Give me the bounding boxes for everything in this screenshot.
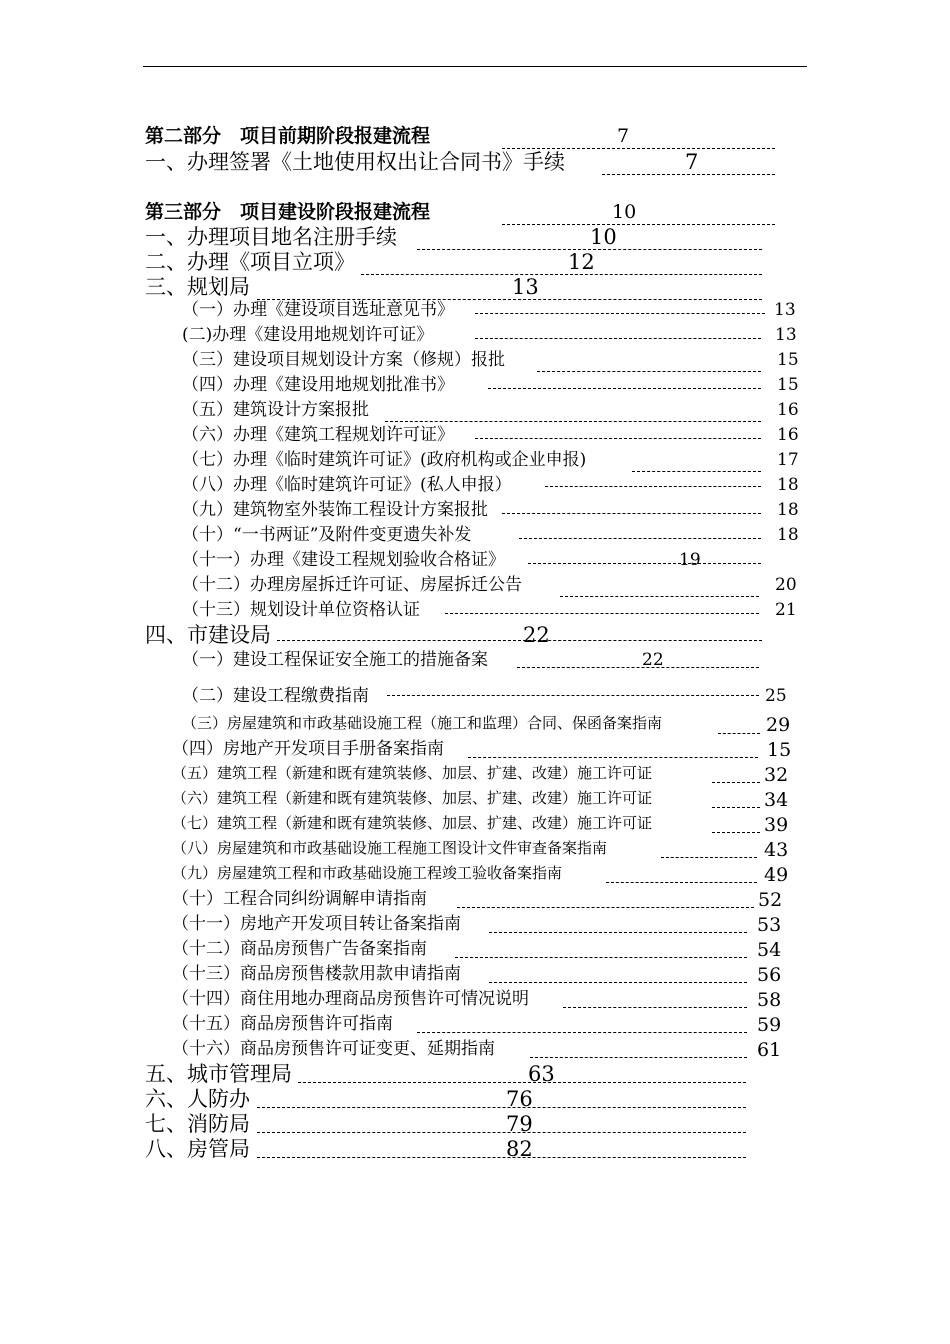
toc-leader-dots <box>502 148 775 149</box>
toc-entry[interactable] <box>182 402 832 426</box>
toc-entry-page: 7 <box>617 125 630 147</box>
toc-entry-title: （三）房屋建筑和市政基础设施工程（施工和监理）合同、保函备案指南 <box>182 714 663 732</box>
toc-entry-title: （一）建设工程保证安全施工的措施备案 <box>182 650 488 670</box>
toc-entry-page: 59 <box>757 1014 782 1036</box>
toc-leader-dots <box>475 313 765 314</box>
toc-leader-dots <box>560 596 759 597</box>
toc-entry[interactable] <box>172 941 832 965</box>
toc-leader-dots <box>361 274 762 275</box>
toc-entry-title: （四）房地产开发项目手册备案指南 <box>172 739 444 759</box>
toc-entry-page: 63 <box>528 1062 555 1086</box>
toc-entry-page: 39 <box>764 814 789 836</box>
toc-entry[interactable] <box>182 652 832 676</box>
toc-leader-dots <box>475 438 761 439</box>
toc-leader-dots <box>257 1157 746 1158</box>
toc-leader-dots <box>257 1132 746 1133</box>
toc-entry-page: 43 <box>764 839 789 861</box>
toc-entry[interactable] <box>172 816 832 840</box>
toc-leader-dots <box>468 757 758 758</box>
toc-entry[interactable] <box>145 152 785 178</box>
toc-entry[interactable] <box>145 1139 785 1165</box>
toc-leader-dots <box>417 1032 747 1033</box>
toc-leader-dots <box>537 371 761 372</box>
toc-entry-title: （五）建筑设计方案报批 <box>182 400 369 420</box>
toc-entry-page: 13 <box>775 325 797 345</box>
toc-entry-title: （七）建筑工程（新建和既有建筑装修、加层、扩建、改建）施工许可证 <box>172 814 653 832</box>
toc-entry-title: （五）建筑工程（新建和既有建筑装修、加层、扩建、改建）施工许可证 <box>172 764 653 782</box>
toc-entry-title: （九）建筑物室外装饰工程设计方案报批 <box>182 500 488 520</box>
toc-entry[interactable] <box>182 602 832 626</box>
toc-entry-page: 21 <box>775 600 797 620</box>
toc-entry-page: 58 <box>757 989 782 1011</box>
toc-entry-page: 61 <box>757 1039 782 1061</box>
toc-leader-dots <box>718 733 760 734</box>
toc-entry-title: （四）办理《建设用地规划批准书》 <box>182 375 454 395</box>
toc-entry-page: 16 <box>777 425 799 445</box>
toc-leader-dots <box>298 1082 746 1083</box>
toc-entry[interactable] <box>172 916 832 940</box>
toc-entry-title: （十四）商住用地办理商品房预售许可情况说明 <box>172 989 529 1009</box>
toc-leader-dots <box>530 1057 747 1058</box>
toc-entry-page: 19 <box>679 550 701 570</box>
toc-entry-title: （十一）办理《建设工程规划验收合格证》 <box>182 550 505 570</box>
toc-entry-title: 一、办理项目地名注册手续 <box>145 225 397 249</box>
toc-entry-page: 10 <box>590 225 617 249</box>
toc-leader-dots <box>277 640 762 641</box>
toc-leader-dots <box>385 421 761 422</box>
toc-entry-title: （十二）办理房屋拆迁许可证、房屋拆迁公告 <box>182 575 522 595</box>
toc-entry-page: 25 <box>765 686 787 706</box>
toc-leader-dots <box>661 857 757 858</box>
toc-entry[interactable] <box>182 527 832 551</box>
toc-entry-title: 四、市建设局 <box>145 623 271 647</box>
toc-leader-dots <box>712 807 760 808</box>
toc-entry-title: （八）办理《临时建筑许可证》(私人申报） <box>182 475 512 495</box>
toc-entry[interactable] <box>172 766 832 790</box>
toc-entry-page: 15 <box>767 739 792 761</box>
toc-entry-page: 10 <box>612 201 637 223</box>
toc-leader-dots <box>475 338 761 339</box>
toc-entry-title: （十）“一书两证”及附件变更遗失补发 <box>182 525 472 545</box>
toc-entry-page: 15 <box>777 375 799 395</box>
toc-entry[interactable] <box>145 127 785 151</box>
toc-entry[interactable] <box>172 891 832 915</box>
toc-entry-title: (二)办理《建设用地规划许可证》 <box>182 325 434 345</box>
toc-entry-title: 五、城市管理局 <box>145 1062 292 1086</box>
toc-leader-dots <box>712 832 760 833</box>
toc-entry-page: 32 <box>764 764 789 786</box>
toc-entry-page: 54 <box>757 939 782 961</box>
toc-entry-page: 18 <box>777 475 799 495</box>
toc-entry-page: 49 <box>764 864 789 886</box>
toc-leader-dots <box>528 563 761 564</box>
toc-entry[interactable] <box>145 203 785 227</box>
toc-entry-page: 79 <box>506 1112 533 1136</box>
toc-leader-dots <box>606 882 757 883</box>
toc-leader-dots <box>455 957 747 958</box>
toc-entry[interactable] <box>182 477 832 501</box>
toc-leader-dots <box>519 538 761 539</box>
toc-entry-title: （三）建设项目规划设计方案（修规）报批 <box>182 350 505 370</box>
toc-entry[interactable] <box>182 502 832 526</box>
toc-entry[interactable] <box>145 625 785 651</box>
toc-entry-page: 52 <box>758 889 783 911</box>
toc-entry-page: 18 <box>777 525 799 545</box>
toc-leader-dots <box>545 486 761 487</box>
toc-entry[interactable] <box>182 377 832 401</box>
toc-entry[interactable] <box>182 452 832 476</box>
toc-entry[interactable] <box>182 302 832 326</box>
toc-entry-page: 12 <box>568 250 595 274</box>
toc-leader-dots <box>632 471 761 472</box>
toc-entry-page: 56 <box>757 964 782 986</box>
toc-entry-title: （十）工程合同纠纷调解申请指南 <box>172 889 427 909</box>
toc-entry-title: （十一）房地产开发项目转让备案指南 <box>172 914 461 934</box>
toc-leader-dots <box>712 782 760 783</box>
toc-entry-title: 八、房管局 <box>145 1137 250 1161</box>
toc-entry-title: （二）建设工程缴费指南 <box>182 686 369 706</box>
toc-entry[interactable] <box>172 1016 832 1040</box>
toc-entry[interactable] <box>172 741 832 765</box>
toc-entry-page: 76 <box>506 1087 533 1111</box>
toc-entry[interactable] <box>182 352 832 376</box>
toc-entry-page: 53 <box>757 914 782 936</box>
toc-leader-dots <box>502 513 761 514</box>
toc-leader-dots <box>517 667 759 668</box>
toc-entry[interactable] <box>172 866 832 890</box>
toc-entry-page: 82 <box>506 1137 533 1161</box>
toc-entry-title: 一、办理签署《土地使用权出让合同书》手续 <box>145 150 565 174</box>
toc-leader-dots <box>488 388 761 389</box>
toc-entry-page: 7 <box>685 150 699 174</box>
toc-entry-title: （十六）商品房预售许可证变更、延期指南 <box>172 1039 495 1059</box>
toc-entry-page: 29 <box>766 714 791 736</box>
toc-leader-dots <box>489 932 747 933</box>
toc-entry-page: 20 <box>775 575 797 595</box>
toc-entry[interactable] <box>182 577 832 601</box>
toc-entry[interactable] <box>172 841 832 865</box>
toc-entry-title: 七、消防局 <box>145 1112 250 1136</box>
toc-entry[interactable] <box>182 327 832 351</box>
toc-entry-title: （十三）规划设计单位资格认证 <box>182 600 420 620</box>
toc-entry-title: 第三部分 项目建设阶段报建流程 <box>145 201 431 223</box>
toc-leader-dots <box>502 224 775 225</box>
toc-entry-title: （八）房屋建筑和市政基础设施工程施工图设计文件审查备案指南 <box>172 839 608 857</box>
toc-entry[interactable] <box>172 966 832 990</box>
toc-entry[interactable] <box>182 552 832 576</box>
toc-entry-page: 17 <box>777 450 799 470</box>
toc-leader-dots <box>457 907 754 908</box>
toc-entry-page: 16 <box>777 400 799 420</box>
toc-entry[interactable] <box>172 991 832 1015</box>
toc-entry-page: 13 <box>512 275 539 299</box>
toc-entry-title: （十三）商品房预售楼款用款申请指南 <box>172 964 461 984</box>
toc-entry-title: （十五）商品房预售许可指南 <box>172 1014 393 1034</box>
toc-entry-title: 三、规划局 <box>145 275 250 299</box>
toc-leader-dots <box>387 695 759 696</box>
toc-entry-title: （六）办理《建筑工程规划许可证》 <box>182 425 454 445</box>
toc-entry-title: 二、办理《项目立项》 <box>145 250 355 274</box>
toc-entry-title: （七）办理《临时建筑许可证》(政府机构或企业申报) <box>182 450 587 470</box>
toc-entry-page: 13 <box>774 300 796 320</box>
toc-entry-title: （一）办理《建设项目选址意见书》 <box>182 300 454 320</box>
toc-entry[interactable] <box>182 427 832 451</box>
toc-entry[interactable] <box>182 716 832 740</box>
toc-leader-dots <box>445 613 759 614</box>
toc-entry-title: 六、人防办 <box>145 1087 250 1111</box>
toc-entry[interactable] <box>172 791 832 815</box>
toc-entry-title: 第二部分 项目前期阶段报建流程 <box>145 125 431 147</box>
toc-entry-page: 15 <box>777 350 799 370</box>
toc-leader-dots <box>257 1107 746 1108</box>
toc-leader-dots <box>602 174 775 175</box>
toc-entry[interactable] <box>182 688 832 712</box>
toc-entry-page: 18 <box>777 500 799 520</box>
toc-leader-dots <box>489 982 747 983</box>
toc-entry-page: 22 <box>642 650 664 670</box>
toc-leader-dots <box>563 1007 747 1008</box>
header-rule <box>143 66 807 67</box>
toc-entry-title: （十二）商品房预售广告备案指南 <box>172 939 427 959</box>
toc-entry-page: 22 <box>523 623 550 647</box>
toc-entry-page: 34 <box>764 789 789 811</box>
toc-entry-title: （九）房屋建筑工程和市政基础设施工程竣工验收备案指南 <box>172 864 563 882</box>
toc-entry-title: （六）建筑工程（新建和既有建筑装修、加层、扩建、改建）施工许可证 <box>172 789 653 807</box>
